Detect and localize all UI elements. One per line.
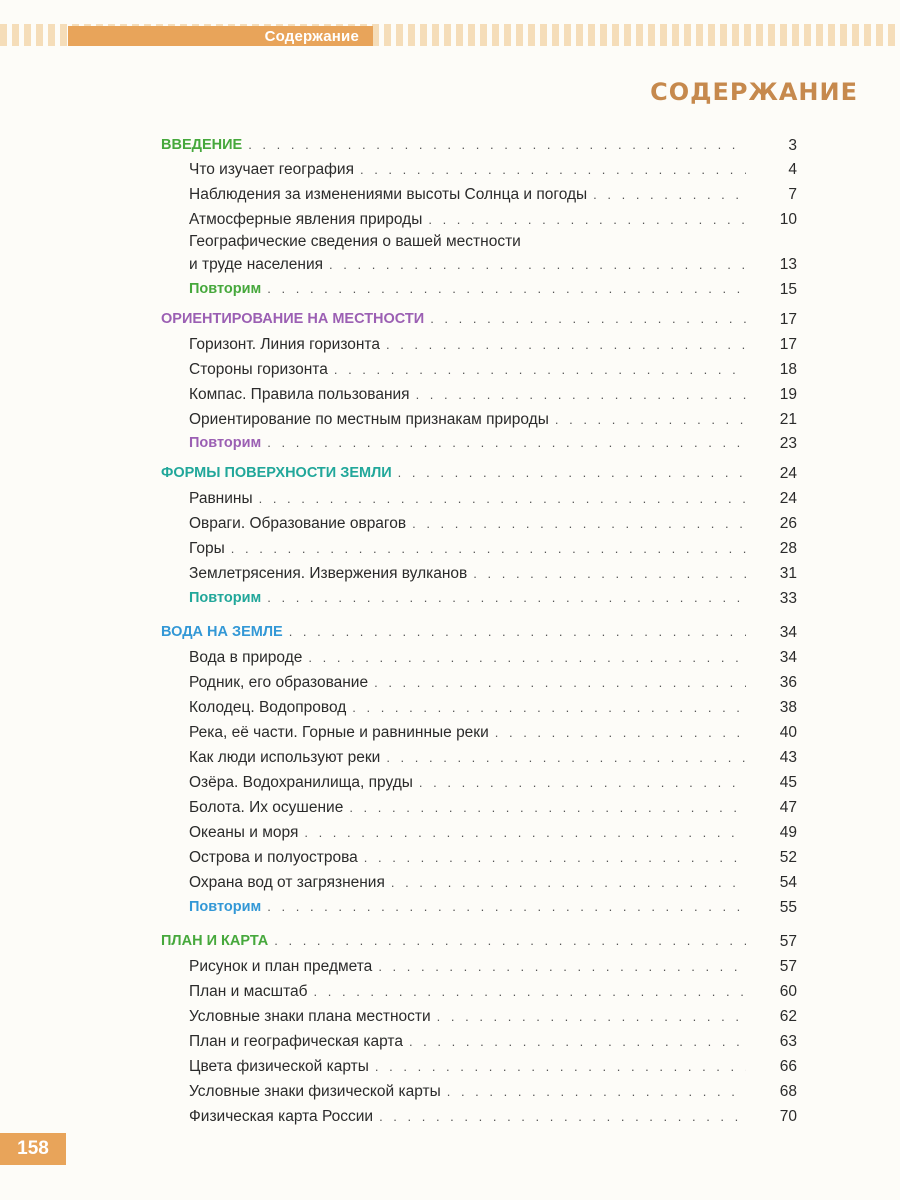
toc-page-number: 13 — [779, 256, 797, 273]
toc-item-label: Атмосферные явления природы — [189, 211, 423, 228]
toc-page-number: 47 — [779, 799, 797, 816]
toc-page-number: 52 — [779, 849, 797, 866]
toc-page-number: 34 — [779, 624, 797, 641]
toc-item-label: Болота. Их осушение — [189, 799, 344, 816]
dot-leader — [304, 825, 746, 840]
page-title: СОДЕРЖАНИЕ — [650, 78, 858, 106]
toc-item-row — [189, 983, 752, 1005]
toc-page-number: 26 — [779, 515, 797, 532]
toc-section-title: ФОРМЫ ПОВЕРХНОСТИ ЗЕМЛИ — [161, 465, 392, 481]
toc-item-label: Океаны и моря — [189, 824, 299, 841]
toc-page-number: 28 — [779, 540, 797, 557]
dot-leader — [259, 491, 746, 506]
toc-item-label: Что изучает география — [189, 161, 354, 178]
toc-item-row — [189, 361, 752, 383]
dot-leader — [308, 650, 746, 665]
toc-page-number: 62 — [779, 1008, 797, 1025]
dot-leader — [267, 899, 746, 914]
toc-item-row — [189, 1108, 752, 1130]
toc-item-label: Условные знаки физической карты — [189, 1083, 441, 1100]
toc-item-row — [189, 724, 752, 746]
toc-page-number: 70 — [779, 1108, 797, 1125]
toc-item-label: Компас. Правила пользования — [189, 386, 410, 403]
toc-review-label: Повторим — [189, 899, 262, 915]
dot-leader — [398, 465, 746, 480]
dot-leader — [555, 412, 746, 427]
toc-item-label: Родник, его образование — [189, 674, 369, 691]
toc-page-number: 60 — [779, 983, 797, 1000]
dot-leader — [274, 933, 746, 948]
toc-page-number: 10 — [779, 211, 797, 228]
toc-page-number: 49 — [779, 824, 797, 841]
toc-review-row — [189, 435, 752, 457]
dot-leader — [267, 590, 746, 605]
dot-leader — [409, 1034, 746, 1049]
running-header-title: Содержание — [264, 27, 359, 45]
toc-item-row — [189, 649, 752, 671]
toc-page-number: 34 — [779, 649, 797, 666]
dot-leader — [289, 624, 746, 639]
toc-item-row — [189, 774, 752, 796]
toc-page-number: 31 — [779, 565, 797, 582]
toc-item-label: Физическая карта России — [189, 1108, 374, 1125]
dot-leader — [248, 137, 746, 152]
toc-review-row — [189, 281, 752, 303]
toc-section-title: ПЛАН И КАРТА — [161, 933, 269, 949]
toc-page-number: 63 — [779, 1033, 797, 1050]
dot-leader — [430, 311, 746, 326]
toc-item-row — [189, 958, 752, 980]
toc-item-row — [189, 186, 752, 208]
toc-item-label: Колодец. Водопровод — [189, 699, 347, 716]
dot-leader — [593, 187, 746, 202]
toc-item-label: Рисунок и план предмета — [189, 958, 373, 975]
toc-page-number: 43 — [779, 749, 797, 766]
dot-leader — [231, 541, 746, 556]
dot-leader — [495, 725, 746, 740]
toc-item-row — [189, 515, 752, 537]
toc-page-number: 4 — [788, 161, 797, 178]
dot-leader — [375, 1059, 746, 1074]
dot-leader — [412, 516, 746, 531]
toc-page-number: 33 — [779, 590, 797, 607]
toc-item-label: Горизонт. Линия горизонта — [189, 336, 380, 353]
dot-leader — [374, 675, 746, 690]
page-number-badge — [0, 1133, 66, 1165]
dot-leader — [419, 775, 746, 790]
toc-item-label: Наблюдения за изменениями высоты Солнца и погоды — [189, 186, 588, 203]
toc-item-label: Условные знаки плана местности — [189, 1008, 431, 1025]
toc-section-title: ВОДА НА ЗЕМЛЕ — [161, 624, 283, 640]
toc-item-label: Землетрясения. Извержения вулканов — [189, 565, 468, 582]
dot-leader — [416, 387, 746, 402]
toc-page-number: 17 — [779, 336, 797, 353]
dot-leader — [378, 959, 746, 974]
toc-item-row — [189, 161, 752, 183]
toc-item-row — [189, 674, 752, 696]
toc-review-row — [189, 590, 752, 612]
dot-leader — [437, 1009, 746, 1024]
toc-section-row — [161, 137, 752, 159]
toc-item-row — [189, 849, 752, 871]
toc-page-number: 45 — [779, 774, 797, 791]
toc-review-label: Повторим — [189, 435, 262, 451]
dot-leader — [447, 1084, 746, 1099]
dot-leader — [267, 435, 746, 450]
toc-review-label: Повторим — [189, 281, 262, 297]
toc-item-label: и труде населения — [189, 256, 324, 273]
toc-page-number: 17 — [779, 311, 797, 328]
toc-page-number: 55 — [779, 899, 797, 916]
toc-page-number: 36 — [779, 674, 797, 691]
toc-item-label: Река, её части. Горные и равнинные реки — [189, 724, 489, 741]
dot-leader — [329, 257, 746, 272]
toc-item-row — [189, 540, 752, 562]
toc-item-row — [189, 699, 752, 721]
toc-page-number: 57 — [779, 933, 797, 950]
toc-page-number: 3 — [788, 137, 797, 154]
toc-item-row — [189, 386, 752, 408]
dot-leader — [349, 800, 746, 815]
dot-leader — [379, 1109, 746, 1124]
toc-section-title: ОРИЕНТИРОВАНИЕ НА МЕСТНОСТИ — [161, 311, 425, 327]
dot-leader — [386, 750, 746, 765]
toc-item-label: Равнины — [189, 490, 253, 507]
toc-section-title: ВВЕДЕНИЕ — [161, 137, 243, 153]
toc-item-label: Охрана вод от загрязнения — [189, 874, 385, 891]
toc-item-label: Острова и полуострова — [189, 849, 358, 866]
toc-item-row — [189, 1008, 752, 1030]
toc-item-row — [189, 799, 752, 821]
toc-section-row — [161, 933, 752, 955]
toc-page-number: 68 — [779, 1083, 797, 1100]
toc-page-number: 19 — [779, 386, 797, 403]
toc-item-label: Ориентирование по местным признакам природы — [189, 411, 549, 428]
toc-item-row — [189, 1083, 752, 1105]
toc-item-label: Горы — [189, 540, 225, 557]
dot-leader — [364, 850, 746, 865]
toc-page-number: 40 — [779, 724, 797, 741]
toc-item-label: Озёра. Водохранилища, пруды — [189, 774, 413, 791]
toc-item-row — [189, 211, 752, 233]
toc-page-number: 15 — [779, 281, 797, 298]
toc-page-number: 57 — [779, 958, 797, 975]
dot-leader — [386, 337, 746, 352]
toc-item-row — [189, 874, 752, 896]
toc-item-label: Стороны горизонта — [189, 361, 328, 378]
toc-review-row — [189, 899, 752, 921]
toc-item-row — [189, 336, 752, 358]
toc-item-row — [189, 490, 752, 512]
toc-page-number: 23 — [779, 435, 797, 452]
toc-item-label: Цвета физической карты — [189, 1058, 369, 1075]
toc-item-label: План и масштаб — [189, 983, 308, 1000]
toc-item-label: Вода в природе — [189, 649, 303, 666]
toc-item-row — [189, 1033, 752, 1055]
toc-section-row — [161, 465, 752, 487]
toc-item-row — [189, 1058, 752, 1080]
toc-item-row — [189, 411, 752, 433]
toc-item-row — [189, 749, 752, 771]
toc-section-row — [161, 311, 752, 333]
toc-item-label-line1: Географические сведения о вашей местности — [189, 233, 521, 250]
toc-item-row — [189, 565, 752, 587]
toc-page-number: 24 — [779, 465, 797, 482]
toc-page-number: 38 — [779, 699, 797, 716]
toc-page-number: 24 — [779, 490, 797, 507]
toc-item-label: Овраги. Образование оврагов — [189, 515, 407, 532]
toc-page-number: 21 — [779, 411, 797, 428]
toc-section-row — [161, 624, 752, 646]
toc-item-label: Как люди используют реки — [189, 749, 381, 766]
toc-page-number: 18 — [779, 361, 797, 378]
dot-leader — [334, 362, 746, 377]
toc-page-number: 54 — [779, 874, 797, 891]
page-number: 158 — [17, 1138, 49, 1159]
toc-item-row — [189, 256, 752, 278]
toc-page-number: 66 — [779, 1058, 797, 1075]
dot-leader — [267, 281, 746, 296]
dot-leader — [352, 700, 746, 715]
toc-page-number: 7 — [788, 186, 797, 203]
toc-item-row — [189, 824, 752, 846]
dot-leader — [360, 162, 746, 177]
dot-leader — [428, 212, 746, 227]
dot-leader — [391, 875, 746, 890]
dot-leader — [314, 984, 746, 999]
toc-item-label: План и географическая карта — [189, 1033, 403, 1050]
toc-review-label: Повторим — [189, 590, 262, 606]
dot-leader — [473, 566, 746, 581]
